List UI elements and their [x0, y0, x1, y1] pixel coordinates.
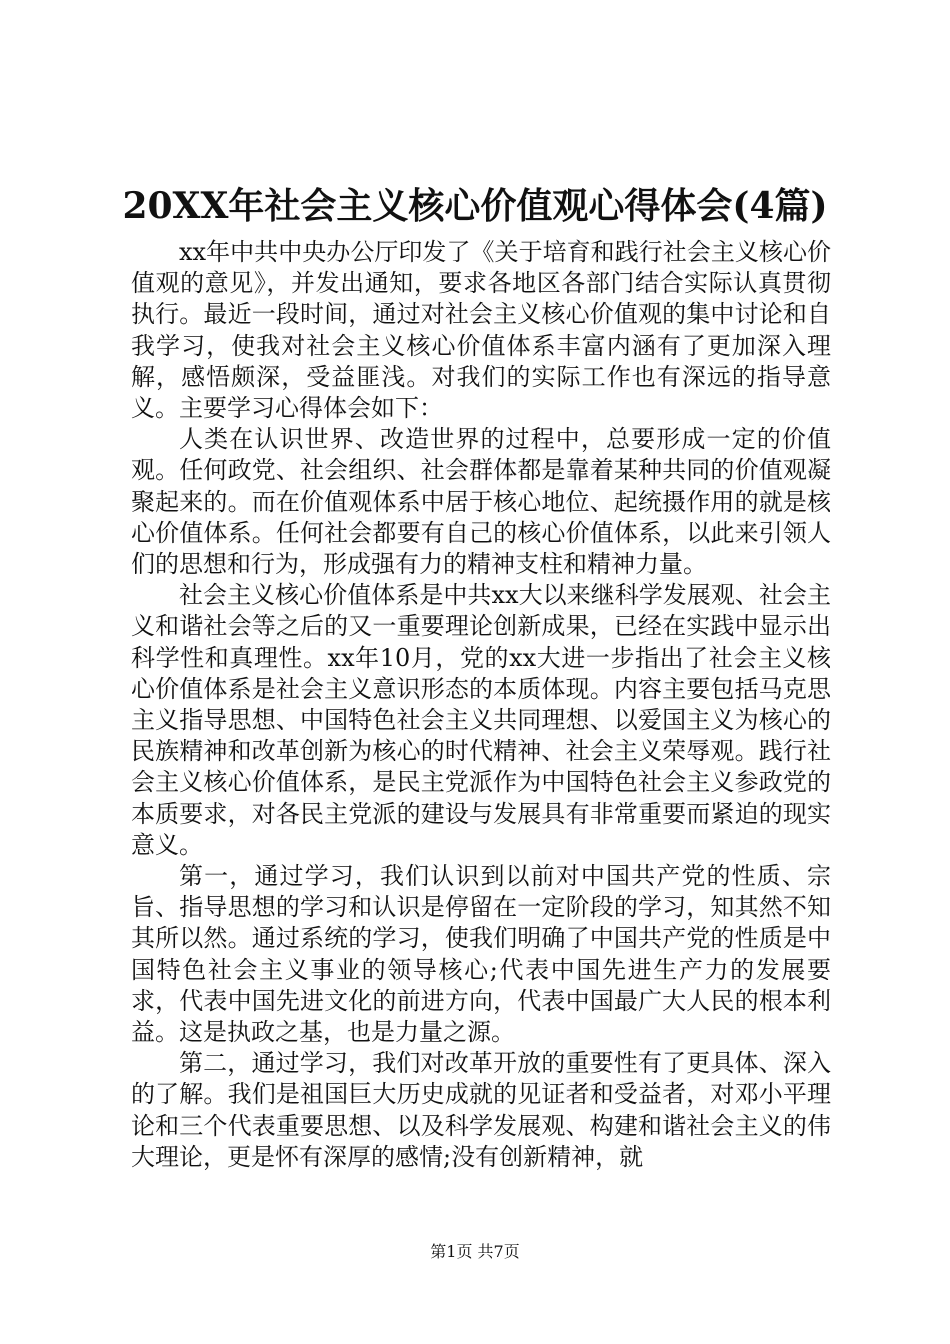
paragraph: 社会主义核心价值体系是中共xx大以来继科学发展观、社会主义和谐社会等之后的又一重要理论创新成果，已经在实践中显示出科学性和真理性。xx年10月，党的xx大进一步指出了社会主义核心价值体系是社会主义意识形态的本质体现。内容主要包括马克思主义指导思想、中国特色社会主义共同理想、以爱国主义为核心的民族精神和改革创新为核心的时代精神、社会主义荣辱观。践行社会主义核心价值体系，是民主党派作为中国特色社会主义参政党的本质要求，对各民主党派的建设与发展具有非常重要而紧迫的现实意义。	[131, 581, 831, 859]
document-body	[131, 237, 831, 1173]
paragraph: 第一，通过学习，我们认识到以前对中国共产党的性质、宗旨、指导思想的学习和认识是停留在一定阶段的学习，知其然不知其所以然。通过系统的学习，使我们明确了中国共产党的性质是中国特色社会主义事业的领导核心;代表中国先进生产力的发展要求，代表中国先进文化的前进方向，代表中国最广大人民的根本利益。这是执政之基，也是力量之源。	[131, 862, 831, 1047]
paragraph: 人类在认识世界、改造世界的过程中，总要形成一定的价值观。任何政党、社会组织、社会群体都是靠着某种共同的价值观凝聚起来的。而在价值观体系中居于核心地位、起统摄作用的就是核心价值体系。任何社会都要有自己的核心价值体系，以此来引领人们的思想和行为，形成强有力的精神支柱和精神力量。	[131, 425, 831, 579]
document-title: 20XX年社会主义核心价值观心得体会(4篇)	[122, 185, 828, 227]
paragraph: 第二，通过学习，我们对改革开放的重要性有了更具体、深入的了解。我们是祖国巨大历史成就的见证者和受益者，对邓小平理论和三个代表重要思想、以及科学发展观、构建和谐社会主义的伟大理论，更是怀有深厚的感情;没有创新精神，就	[131, 1049, 831, 1171]
paragraph: xx年中共中央办公厅印发了《关于培育和践行社会主义核心价值观的意见》，并发出通知，要求各地区各部门结合实际认真贯彻执行。最近一段时间，通过对社会主义核心价值观的集中讨论和自我学习，使我对社会主义核心价值体系丰富内涵有了更加深入理解，感悟颇深，受益匪浅。对我们的实际工作也有深远的指导意义。主要学习心得体会如下：	[131, 238, 831, 423]
page-footer: 第1页 共7页	[430, 1242, 520, 1261]
